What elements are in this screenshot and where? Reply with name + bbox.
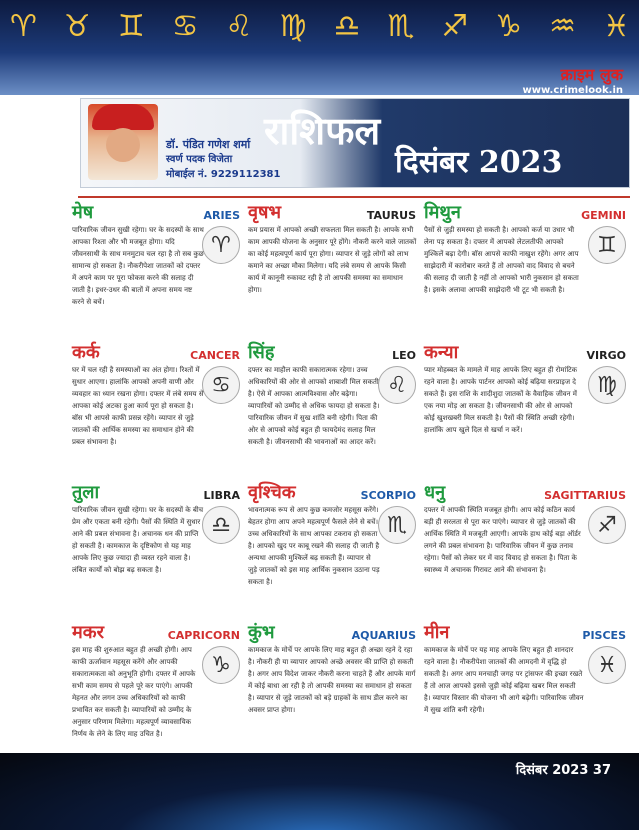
sign-name-hindi: कर्क	[72, 342, 100, 363]
zodiac-strip	[10, 9, 630, 44]
pisces-icon: ♓	[602, 9, 630, 44]
sign-capricorn	[72, 620, 242, 748]
sign-text: इस माह की शुरुआत बहुत ही अच्छी होगी। आप काफी ऊर्जावान महसूस करेंगे और आपकी सकारात्मकता को अनुभूति होगी। दफ्तर में आपके सभी काम समय से पहले पूरे कर पाएंगे। आपकी मेहनत और लगन उच्च अधिकारियों को काफी प्रभावित कर सकती है। व्यापारियों को उम्मीद के अनुसार परिणाम मिलेगा। महत्वपूर्ण व्यावसायिक निर्णय के लेने के लिए माह उचित है।	[72, 646, 196, 738]
sign-name-english: SCORPIO	[360, 489, 416, 502]
sign-name-hindi: कन्या	[424, 342, 459, 363]
sign-name-hindi: वृषभ	[248, 202, 282, 223]
capricorn-icon: ♑	[202, 646, 240, 684]
sign-text: भावनात्मक रूप से आप कुछ कमजोर महसूस करेंगे। बेहतर होगा आप अपने महत्वपूर्ण फैसले लेने से बचें। उच्च अधिकारियों के साथ आपका टकराव हो सकता है। आपको खुद पर काबू रखने की सलाह दी जाती है अन्यथा आपकी मुश्किलें बढ़ सकती हैं। व्यापार से जुड़े जातकों को इस माह आर्थिक नुकसान उठाना पड़ सकता है।	[248, 506, 380, 586]
sign-text: प्यार मोहब्बत के मामले में माह आपके लिए बहुत ही रोमांटिक रहने वाला है। आपके पार्टनर आपको कोई बढ़िया सरप्राइज दे सकते हैं। इस राशि के शादीशुदा जातकों के वैवाहिक जीवन में एक नया मोड़ आ सकता है। जीवनसाथी की ओर से आपको कोई खुशखबरी मिल सकती है। पैसों की स्थिति अच्छी रहेगी। हालांकि आप खुले दिल से खर्चा न करें।	[424, 366, 578, 434]
sign-libra	[72, 480, 242, 608]
page-title: राशिफल	[264, 108, 381, 153]
sign-name-english: VIRGO	[586, 349, 626, 362]
sign-name-hindi: कुंभ	[248, 622, 275, 643]
sign-text: दफ्तर का माहौल काफी सकारात्मक रहेगा। उच्च अधिकारियों की ओर से आपको शाबाशी मिल सकती है। ऐसे में आपका आत्मविश्वास और बढ़ेगा। व्यापारियों को उम्मीद से अधिक फायदा हो सकता है। पारिवारिक जीवन में सुख शांति बनी रहेगी। पिता की ओर से आपको कोई बहुत ही फायदेमंद सलाह मिल सकती है। जीवनसाथी की भावनाओं का आदर करें।	[248, 366, 380, 446]
pisces-icon: ♓	[588, 646, 626, 684]
sign-leo	[248, 340, 418, 468]
zodiac-banner	[0, 0, 639, 95]
sign-cancer	[72, 340, 242, 468]
gemini-icon: ♊	[588, 226, 626, 264]
turban-shape	[92, 104, 154, 130]
sign-gemini	[424, 200, 628, 328]
libra-icon: ♎	[202, 506, 240, 544]
sign-name-hindi: सिंह	[248, 342, 275, 363]
taurus-icon: ♉	[63, 9, 91, 44]
author-name: डॉ. पंडित गणेश शर्मा	[166, 138, 251, 151]
aries-icon: ♈	[202, 226, 240, 264]
sign-text: घर में चल रही है समस्याओं का अंत होगा। रिश्तों में सुधार आएगा। हालांकि आपको अपनी वाणी और व्यवहार का ध्यान रखना होगा। दफ्तर में लंबे समय से आपका कोई अटका हुआ कार्य पूरा हो सकता है। बॉस भी आपसे काफी प्रसन्न रहेंगे। व्यापार से जुड़े जातकों की आर्थिक समस्या का समाधान होने की प्रबल संभावना है।	[72, 366, 204, 446]
sign-name-hindi: धनु	[424, 482, 446, 503]
sign-name-english: LIBRA	[203, 489, 240, 502]
sign-aries	[72, 200, 242, 328]
page-footer: दिसंबर 2023 37	[515, 763, 611, 778]
sign-text: पारिवारिक जीवन सुखी रहेगा। घर के सदस्यों के बीच प्रेम और एकता बनी रहेगी। पैसों की स्थिति में सुधार आने की प्रबल संभावना है। अचानक धन की प्राप्ति हो सकती है। कामकाज के दृष्टिकोण से यह माह आपके लिए कुछ ज्यादा ही व्यस्त रहने वाला है। लंबित कार्यों को बोझ बढ़ सकता है।	[72, 506, 204, 574]
sign-name-hindi: वृश्चिक	[248, 482, 296, 503]
sign-sagittarius	[424, 480, 628, 608]
sign-name-english: ARIES	[203, 209, 240, 222]
sign-text: दफ्तर में आपकी स्थिति मजबूत होगी। आप कोई कठिन कार्य बड़ी ही सरलता से पूरा कर पाएंगे। व्यापार से जुड़े जातकों की आर्थिक स्थिति में मजबूती आएगी। आपके हाथ कोई बड़ा ऑर्डर लगने की प्रबल संभावना है। पारिवारिक जीवन में कुछ तनाव रहेगा। पैसों को लेकर घर में वाद विवाद हो सकता है। पिता के स्वास्थ्य में अचानक गिरावट आने की संभावना है।	[424, 506, 581, 574]
brand-name: क्राइम लुक	[560, 65, 623, 84]
sign-name-english: LEO	[392, 349, 416, 362]
month-title: दिसंबर 2023	[395, 145, 563, 180]
face-shape	[106, 128, 140, 162]
leo-icon: ♌	[378, 366, 416, 404]
sign-name-english: GEMINI	[581, 209, 626, 222]
sign-name-hindi: मेष	[72, 202, 94, 223]
sign-name-english: PISCES	[582, 629, 626, 642]
sign-text: पैसों से जुड़ी समस्या हो सकती है। आपको कर्ज या उधार भी लेना पड़ सकता है। दफ्तर में आपको लेटलतीफी आपको मुश्किलें बढ़ा देगी। बॉस आपसे काफी नाखुश रहेंगे। अगर आप साझेदारी में कारोबार करते हैं तो आपको वाद विवाद से बचने की सलाह दी जाती है नहीं तो आपको भारी नुकसान हो सकता है। इसके अलावा आपकी साझेदारी भी टूट भी सकती है।	[424, 226, 579, 294]
author-phone: मोबाईल नं. 9229112381	[166, 169, 281, 180]
sign-text: कामकाज के मोर्चे पर यह माह आपके लिए बहुत ही शानदार रहने वाला है। नौकरीपेशा जातकों की आमदनी में वृद्धि हो सकती है। अगर आप मनचाही जगह पर ट्रांसफर की इच्छा रखते हैं तो आज आपको इससे जुड़ी कोई बढ़िया खबर मिल सकती है। व्यापार विस्तार की योजना भी आगे बढ़ेगी। पारिवारिक जीवन में सुख शांति बनी रहेगी।	[424, 646, 584, 714]
sign-name-hindi: मकर	[72, 622, 104, 643]
sign-name-english: AQUARIUS	[351, 629, 416, 642]
gemini-icon: ♊	[117, 9, 145, 44]
sign-name-english: TAURUS	[366, 209, 416, 222]
sign-virgo	[424, 340, 628, 468]
sign-name-english: CAPRICORN	[167, 629, 240, 642]
sign-name-hindi: मीन	[424, 622, 450, 643]
cancer-icon: ♋	[202, 366, 240, 404]
sign-pisces	[424, 620, 628, 748]
author-title: स्वर्ण पदक विजेता	[166, 154, 233, 165]
sign-aquarius	[248, 620, 418, 748]
aries-icon: ♈	[10, 9, 37, 44]
sign-text: पारिवारिक जीवन सुखी रहेगा। घर के सदस्यों के साथ आपका रिश्ता और भी मजबूत होगा। यदि जीवनसाथी के साथ मनमुटाव चल रहा है तो सब कुछ सामान्य हो सकता है। नौकरीपेशा जातकों को दफ्तर में अपने काम पर पूरा फोकस करने की सलाह दी जाती है। इधर-उधर की बातों में अपना समय नष्ट करने से बचें।	[72, 226, 204, 306]
brand	[522, 63, 623, 96]
sign-name-hindi: तुला	[72, 482, 100, 503]
sign-name-english: CANCER	[190, 349, 240, 362]
sign-text: कम प्रयास में आपको अच्छी सफलता मिल सकती है। आपके सभी काम आपकी योजना के अनुसार पूरे होंगे। नौकरी करने वाले जातकों का कोई महत्वपूर्ण कार्य पूरा होगा। व्यापार से जुड़े लोगों को लाभ कमाने का अच्छा मौका मिलेगा। यदि लंबे समय से आपके किसी कार्य में कानूनी रुकावट रही है तो आपकी समस्या का समाधान होगा।	[248, 226, 417, 294]
virgo-icon: ♍	[279, 9, 307, 44]
libra-icon: ♎	[333, 9, 361, 44]
sign-name-hindi: मिथुन	[424, 202, 461, 223]
leo-icon: ♌	[225, 9, 253, 44]
sign-taurus	[248, 200, 418, 328]
scorpio-icon: ♏	[378, 506, 416, 544]
cancer-icon: ♋	[171, 9, 199, 44]
virgo-icon: ♍	[588, 366, 626, 404]
divider	[78, 196, 630, 198]
brand-url[interactable]: www.crimelook.in	[522, 85, 623, 96]
sign-name-english: SAGITTARIUS	[544, 489, 626, 502]
capricorn-icon: ♑	[495, 9, 523, 44]
sagittarius-icon: ♐	[588, 506, 626, 544]
sign-scorpio	[248, 480, 418, 608]
author-photo	[88, 104, 158, 180]
sign-text: कामकाज के मोर्चे पर आपके लिए माह बहुत ही अच्छा रहने दे रहा है। नौकरी ही या व्यापार आपको अच्छे अवसर की प्राप्ति हो सकती है। अगर आप विदेश जाकर नौकरी करना चाहते हैं और आपके मार्ग में कोई बाधा आ रही है तो आपकी समस्या का समाधान हो सकता है। व्यापार से जुड़े जातकों को बड़े ग्राहकों के साथ डील करने का अवसर प्राप्त होगा।	[248, 646, 416, 714]
aquarius-icon: ♒	[549, 9, 576, 44]
scorpio-icon: ♏	[387, 9, 415, 44]
sagittarius-icon: ♐	[441, 9, 469, 44]
